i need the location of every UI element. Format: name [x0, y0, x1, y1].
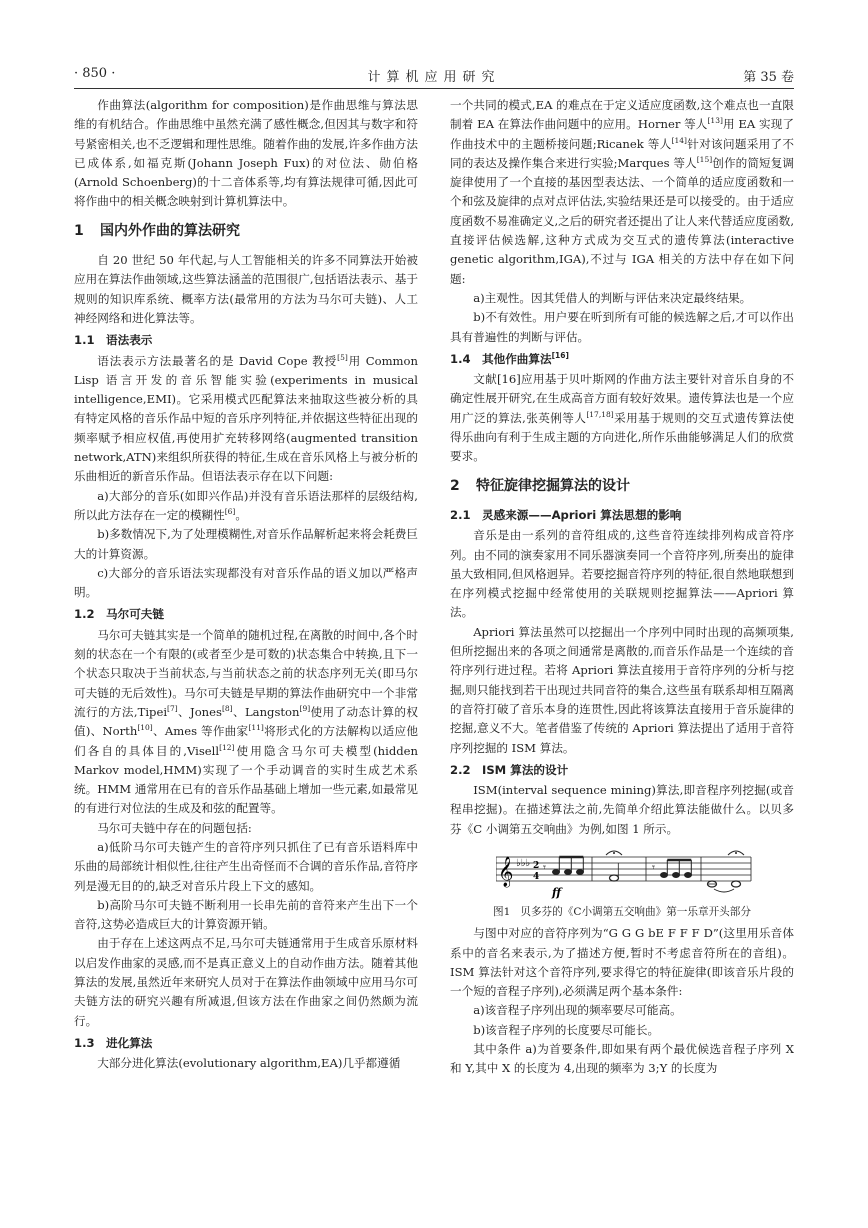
markov-conclusion: 由于存在上述这两点不足,马尔可夫链通常用于生成音乐原材料以启发作曲家的灵感,而不是真正意义上的自动作曲方法。随着其他算法的发展,虽然近年来研究人员对于在算法作曲领域中应用马尔可夫链方法的研究兴趣有所减退,但该方法在作曲家之间仍然颇为流行。 [74, 936, 418, 1028]
citation: [9] [299, 704, 311, 714]
ism-priority-paragraph: 其中条件 a)为首要条件,即如果有两个最优候选音程子序列 X 和 Y,其中 X 的长度为 4,出现的频率为 3;Y 的长度为 [450, 1042, 794, 1076]
half-note-d-tied [732, 881, 741, 887]
section-2-1-heading: 2.1 灵感来源——Apriori 算法思想的影响 [450, 507, 682, 522]
citation: [13] [707, 116, 723, 126]
grammar-issue-c: c)大部分的音乐语法实现都没有对音乐作品的语义加以严格声明。 [74, 565, 418, 600]
dynamic-marking: ff [552, 885, 562, 899]
section-1-paragraph: 自 20 世纪 50 年代起,与人工智能相关的许多不同算法开始被应用在算法作曲领域,这些算法涵盖的范围很广,包括语法表示、基于规则的知识库系统、概率方法(最常用的方法为马尔可夫链)、人工神经网络和进化算法等。 [74, 253, 418, 325]
citation: [16] [551, 351, 569, 360]
evolutionary-continued: 一个共同的模式,EA 的难点在于定义适应度函数,这个难点也一直限制着 EA 在算法作曲问题中的应用。Horner 等人[13]用 EA 实现了作曲技术中的主题桥接问题;Ricanek 等人[14]针对该问题采用了不同的表达及操作集合来进行实验;Marques 等人[15]创作的简短复调旋律使用了一个直接的基因型表达法、一个简单的适应度函数和一个和弦及旋律的点对点评估法,实验结果还是可以接受的。由于适应度函数不易准确定义,之后的研究者还提出了让人来代替适应度函数,直接评估候选解,这种方式成为交互式的遗传算法(interactive genetic algorithm,IGA),不过与 IGA 相关的方法中存在如下问题: [450, 98, 794, 286]
other-algorithms-paragraph: 文献[16]应用基于贝叶斯网的作曲方法主要针对音乐自身的不确定性展开研究,在生成高音方面有较好效果。遗传算法也是一个应用广泛的算法,张英俐等人[17,18]采用基于规则的交互式遗传算法使得乐曲向有利于生成主题的方向进化,所作乐曲能够满足人们的欣赏要求。 [450, 372, 794, 464]
running-header [74, 66, 794, 88]
grammar-issue-b: b)多数情况下,为了处理模糊性,对音乐作品解析起来将会耗费巨大的计算资源。 [74, 527, 418, 561]
right-column [450, 96, 794, 1079]
section-1-2-heading: 1.2 马尔可夫链 [74, 607, 164, 622]
citation: [10] [137, 723, 153, 733]
section-1-4-heading: 1.4 其他作曲算法[16] [450, 351, 569, 366]
section-2-2-heading: 2.2 ISM 算法的设计 [450, 762, 569, 777]
music-staff [496, 849, 756, 899]
citation: [17,18] [586, 409, 614, 419]
section-2-heading: 2 特征旋律挖掘算法的设计 [450, 477, 630, 494]
eighth-rest-icon: 𝄾 [543, 860, 546, 874]
citation: [6] [224, 507, 236, 517]
citation: [12] [219, 742, 235, 752]
citation: [11] [248, 723, 264, 733]
markov-issue-b: b)高阶马尔可夫链不断利用一长串先前的音符来产生出下一个音符,这势必造成巨大的计算资源开销。 [74, 897, 418, 932]
ism-condition-b: b)该音程子序列的长度要尽可能长。 [473, 1022, 660, 1037]
section-1-heading: 1 国内外作曲的算法研究 [74, 222, 240, 239]
iga-issue-a: a)主观性。因其凭借人的判断与评估来决定最终结果。 [473, 290, 752, 305]
grammar-paragraph: 语法表示方法最著名的是 David Cope 教授[5]用 Common Lisp 语言开发的音乐智能实验(experiments in musical intelligence,EMI)。它采用模式匹配算法来抽取这些被分析的具有特定风格的音乐作品中短的音乐序列特征,并依据这些特征出现的频率赋予相应权值,再使用扩充转移网络(augmented transition network,ATN)来组织所获得的特征,生成在音乐风格上与被分析的乐曲相近的新音乐作品。但语法表示存在以下问题: [74, 352, 419, 484]
intro-paragraph: 作曲算法(algorithm for composition)是作曲思维与算法思维的有机结合。作曲思维中虽然充满了感性概念,但因其与数字和符号紧密相关,也不乏逻辑和理性思维。随着作曲的发展,许多作曲方法已成体系,如福克斯(Johann Joseph Fux)的对位法、勋伯格(Arnold Schoenberg)的十二音体系等,均有算法规律可循,因此可将作曲中的相关概念映射到计算机算法中。 [74, 98, 418, 209]
markov-issues-intro: 马尔可夫链中存在的问题包括: [97, 820, 252, 835]
tie [714, 889, 734, 892]
figure-1-caption: 图1 贝多芬的《C小调第五交响曲》第一乐章开头部分 [493, 905, 751, 918]
markov-paragraph: 马尔可夫链其实是一个简单的随机过程,在离散的时间中,各个时刻的状态在一个有限的(或者至少是可数的)状态集合中转换,且下一个状态只取决于当前状态,与当前状态之前的状态序列无关(即马尔可夫链的无后效性)。马尔可夫链是早期的算法作曲研究中一个非常流行的方法,Tipei[7]、Jones[8]、Langston[9]使用了动态计算的权值)、North[10]、Ames 等作曲家[11]将形式化的方法解构以适应他们各自的具体目的,Visell[12]使用隐含马尔可夫模型(hidden Markov model,HMM)实现了一个手动调音的实时生成艺术系统。HMM 通常用在已有的音乐作品基础上增加一些元素,如最常见的有进行对位法的生成及和弦的配置等。 [74, 627, 418, 816]
section-1-3-heading: 1.3 进化算法 [74, 1035, 153, 1050]
page-number: · 850 · [74, 66, 116, 81]
citation: [15] [696, 155, 713, 165]
citation: [8] [221, 704, 233, 714]
evolutionary-paragraph: 大部分进化算法(evolutionary algorithm,EA)几乎都遵循 [97, 1056, 401, 1071]
markov-issue-a: a)低阶马尔可夫链产生的音符序列只抓住了已有音乐语料库中乐曲的局部统计相似性,往往产生出奇怪而不合调的音乐作品,音符序列是漫无目的的,缺乏对音乐片段上下文的感知。 [74, 839, 418, 893]
apriori-paragraph-1: 音乐是由一系列的音符组成的,这些音符连续排列构成音符序列。由不同的演奏家用不同乐器演奏同一个音符序列,所奏出的旋律虽大致相同,但风格迥异。若要挖掘音符序列的特征,很自然地联想到在序列模式挖掘中经常使用的关联规则挖掘算法——Apriori 算法。 [450, 528, 794, 620]
ism-condition-a: a)该音程子序列出现的频率要尽可能高。 [473, 1003, 682, 1018]
iga-issue-b: b)不有效性。用户要在听到所有可能的候选解之后,才可以作出具有普遍性的判断与评估。 [450, 310, 794, 344]
eighth-rest-icon: 𝄾 [652, 860, 655, 874]
grammar-issue-a: a)大部分的音乐(如即兴作品)并没有音乐语法那样的层级结构,所以此方法存在一定的模糊性[6]。 [74, 488, 418, 522]
volume-number: 第 35 卷 [743, 70, 794, 85]
svg-text:4: 4 [533, 871, 540, 882]
header-rule [74, 88, 794, 89]
flat-icon: ♭♭♭ [516, 857, 531, 869]
half-note-eb [610, 875, 619, 881]
citation: [14] [671, 135, 687, 145]
ism-sequence-paragraph: 与图中对应的音符序列为“G G G bE F F F D”(这里用乐音体系中的音名来表示,为了描述方便,暂时不考虑音符所在的音组)。ISM 算法针对这个音符序列,要求得它的特征旋律(即该音乐片段的一个短的音程子序列),必须满足两个基本条件: [450, 926, 794, 999]
notes-measure-1 [553, 857, 584, 875]
left-column [74, 96, 418, 1074]
journal-title: 计算机应用研究 [367, 70, 501, 85]
figure-1-score [450, 845, 794, 901]
section-1-1-heading: 1.1 语法表示 [74, 333, 153, 348]
time-signature: 2 [533, 860, 540, 871]
citation: [7] [167, 704, 178, 714]
citation: [5] [337, 352, 348, 362]
ism-intro-paragraph: ISM(interval sequence mining)算法,即音程序列挖掘(或音程串挖掘)。在描述算法之前,先简单介绍此算法能做什么。以贝多芬《C 小调第五交响曲》为例,如图 1 所示。 [450, 783, 794, 836]
treble-clef-icon: 𝄞 [498, 856, 514, 887]
apriori-paragraph-2: Apriori 算法虽然可以挖掘出一个序列中同时出现的高频项集,但所挖掘出来的各项之间通常是离散的,而音乐作品是一个连续的音符序列行进过程。若将 Apriori 算法直接用于音符序列的分析与挖掘,则只能找到若干出现过共同音符的集合,这些虽有联系却相互隔离的音符打破了音乐本身的连贯性,因此将该算法直接用于音乐旋律的挖掘,意义不大。笔者借鉴了传统的 Apriori 算法提出了适用于音符序列挖掘的 ISM 算法。 [450, 624, 794, 755]
